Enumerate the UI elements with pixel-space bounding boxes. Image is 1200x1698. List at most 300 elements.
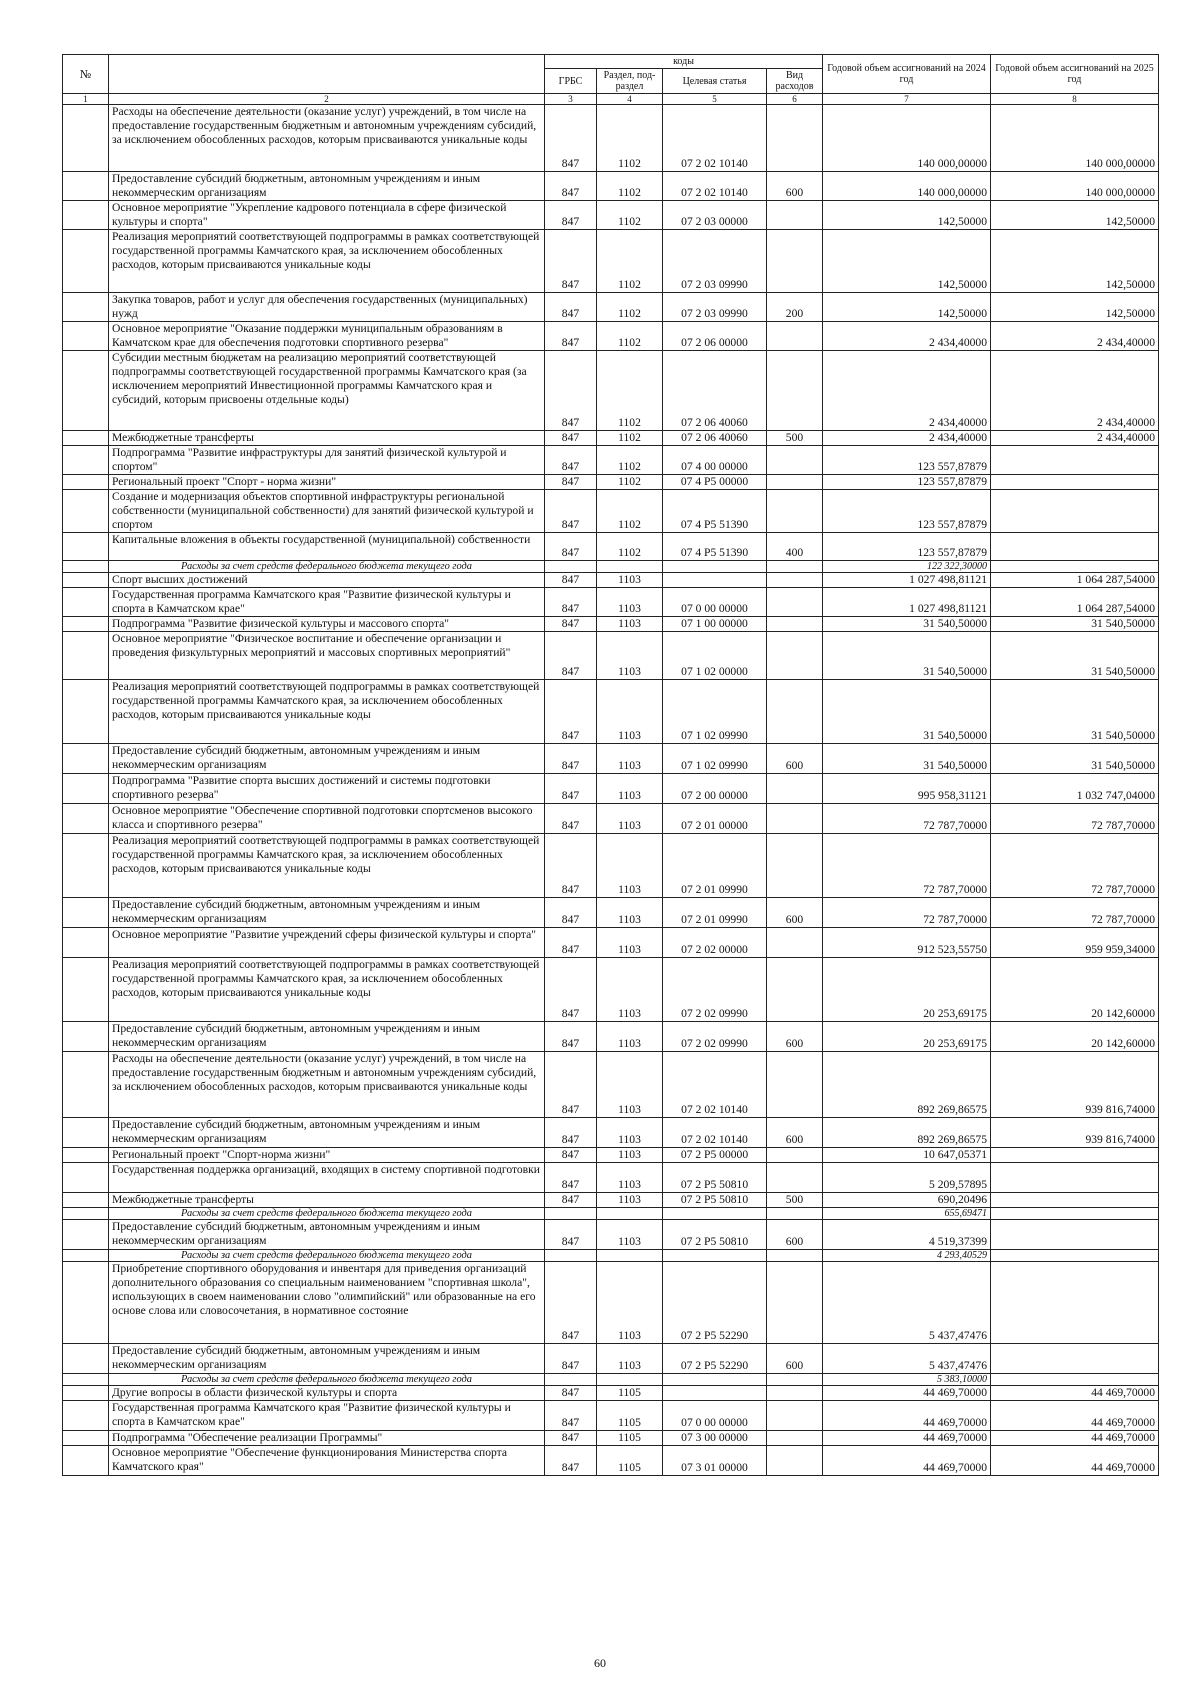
row-amount-2024: 5 437,47476 — [823, 1344, 991, 1374]
table-row — [63, 1022, 1159, 1052]
table-row — [63, 774, 1159, 804]
row-expense-type — [767, 1250, 823, 1262]
row-description: Основное мероприятие "Физическое воспитание и обеспечение организации и проведения физкультурных мероприятий и массовых спортивных мероприятий" — [109, 632, 545, 680]
table-row — [63, 322, 1159, 351]
colnum-5: 5 — [663, 94, 767, 105]
row-target-code: 07 2 02 10140 — [663, 1052, 767, 1118]
row-section: 1103 — [597, 588, 663, 617]
row-amount-2024: 31 540,50000 — [823, 617, 991, 632]
row-grbs: 847 — [545, 293, 597, 322]
row-amount-2024: 5 383,10000 — [823, 1374, 991, 1386]
row-expense-type: 500 — [767, 1193, 823, 1208]
row-description: Предоставление субсидий бюджетным, автономным учреждениям и иным некоммерческим организациям — [109, 898, 545, 928]
row-expense-type: 600 — [767, 1118, 823, 1148]
table-row — [63, 1193, 1159, 1208]
row-description: Другие вопросы в области физической культуры и спорта — [109, 1386, 545, 1401]
row-grbs: 847 — [545, 172, 597, 201]
row-number — [63, 475, 109, 490]
row-grbs: 847 — [545, 105, 597, 172]
row-grbs: 847 — [545, 1386, 597, 1401]
row-amount-2024: 20 253,69175 — [823, 958, 991, 1022]
row-amount-2024: 1 027 498,81121 — [823, 588, 991, 617]
row-target-code: 07 1 02 09990 — [663, 744, 767, 774]
row-section: 1103 — [597, 573, 663, 588]
colnum-2: 2 — [109, 94, 545, 105]
row-amount-2024: 31 540,50000 — [823, 632, 991, 680]
row-expense-type: 600 — [767, 1344, 823, 1374]
row-description: Межбюджетные трансферты — [109, 1193, 545, 1208]
row-amount-2025: 2 434,40000 — [991, 322, 1159, 351]
row-amount-2025: 20 142,60000 — [991, 1022, 1159, 1052]
row-number — [63, 632, 109, 680]
row-number — [63, 1208, 109, 1220]
row-amount-2025: 31 540,50000 — [991, 632, 1159, 680]
col-2025-header: Годовой объем ассигнований на 2025 год — [991, 55, 1159, 94]
row-amount-2025: 31 540,50000 — [991, 680, 1159, 744]
row-grbs: 847 — [545, 230, 597, 293]
row-expense-type — [767, 1401, 823, 1431]
row-grbs: 847 — [545, 573, 597, 588]
row-description: Подпрограмма "Обеспечение реализации Программы" — [109, 1431, 545, 1446]
codes-header: коды — [545, 55, 823, 69]
row-amount-2025: 44 469,70000 — [991, 1401, 1159, 1431]
row-description: Предоставление субсидий бюджетным, автономным учреждениям и иным некоммерческим организациям — [109, 744, 545, 774]
row-number — [63, 490, 109, 533]
row-grbs — [545, 561, 597, 573]
row-amount-2024: 142,50000 — [823, 293, 991, 322]
row-description: Основное мероприятие "Обеспечение спортивной подготовки спортсменов высокого класса и спортивного резерва" — [109, 804, 545, 834]
row-description: Субсидии местным бюджетам на реализацию мероприятий соответствующей подпрограммы соответствующей государственной программы Камчатского края (за исключением мероприятий Инвестиционной программы Камчатского края и субсидий, которым присвоены отдельные коды) — [109, 351, 545, 431]
row-amount-2024: 892 269,86575 — [823, 1052, 991, 1118]
row-section: 1103 — [597, 1022, 663, 1052]
row-grbs: 847 — [545, 1118, 597, 1148]
row-grbs: 847 — [545, 1193, 597, 1208]
row-section: 1102 — [597, 490, 663, 533]
row-amount-2025: 939 816,74000 — [991, 1118, 1159, 1148]
row-number — [63, 617, 109, 632]
row-section — [597, 1208, 663, 1220]
row-target-code: 07 2 01 09990 — [663, 898, 767, 928]
row-section: 1103 — [597, 774, 663, 804]
row-description: Региональный проект "Спорт-норма жизни" — [109, 1148, 545, 1163]
row-amount-2025 — [991, 561, 1159, 573]
row-number — [63, 1401, 109, 1431]
row-grbs: 847 — [545, 322, 597, 351]
row-number — [63, 431, 109, 446]
table-row — [63, 1431, 1159, 1446]
row-target-code: 07 2 06 40060 — [663, 351, 767, 431]
row-section: 1103 — [597, 1118, 663, 1148]
row-number — [63, 1344, 109, 1374]
row-expense-type: 600 — [767, 1022, 823, 1052]
colnum-6: 6 — [767, 94, 823, 105]
table-row — [63, 1401, 1159, 1431]
row-target-code — [663, 573, 767, 588]
row-target-code: 07 2 00 00000 — [663, 774, 767, 804]
row-grbs: 847 — [545, 1163, 597, 1193]
row-section: 1103 — [597, 680, 663, 744]
row-grbs: 847 — [545, 533, 597, 561]
row-description: Расходы за счет средств федерального бюджета текущего года — [109, 561, 545, 573]
row-expense-type — [767, 632, 823, 680]
row-target-code — [663, 1250, 767, 1262]
row-description: Реализация мероприятий соответствующей подпрограммы в рамках соответствующей государственной программы Камчатского края, за исключением обособленных расходов, которым присваиваются уникальные коды — [109, 680, 545, 744]
row-number — [63, 1022, 109, 1052]
row-amount-2024: 44 469,70000 — [823, 1431, 991, 1446]
row-expense-type: 400 — [767, 533, 823, 561]
colnum-8: 8 — [991, 94, 1159, 105]
row-grbs: 847 — [545, 1220, 597, 1250]
col-2024-header: Годовой объем ассигнований на 2024 год — [823, 55, 991, 94]
row-amount-2025: 31 540,50000 — [991, 744, 1159, 774]
row-description: Государственная поддержка организаций, входящих в систему спортивной подготовки — [109, 1163, 545, 1193]
row-description: Приобретение спортивного оборудования и инвентаря для приведения организаций дополнительного образования со специальным наименованием "спортивная школа", использующих в своем наименовании слово "олимпийский" или образованные на его основе слова или словосочетания, в нормативное состояние — [109, 1262, 545, 1344]
row-grbs: 847 — [545, 928, 597, 958]
row-target-code: 07 2 P5 52290 — [663, 1344, 767, 1374]
row-expense-type — [767, 1386, 823, 1401]
row-grbs: 847 — [545, 1052, 597, 1118]
row-number — [63, 834, 109, 898]
row-number — [63, 446, 109, 475]
table-row — [63, 573, 1159, 588]
row-target-code: 07 1 00 00000 — [663, 617, 767, 632]
row-grbs: 847 — [545, 490, 597, 533]
row-expense-type — [767, 1148, 823, 1163]
row-target-code: 07 0 00 00000 — [663, 588, 767, 617]
row-amount-2025: 1 064 287,54000 — [991, 573, 1159, 588]
row-expense-type — [767, 1052, 823, 1118]
row-number — [63, 1374, 109, 1386]
row-amount-2025: 2 434,40000 — [991, 431, 1159, 446]
row-section: 1103 — [597, 928, 663, 958]
row-section: 1103 — [597, 632, 663, 680]
row-section: 1103 — [597, 617, 663, 632]
row-description: Реализация мероприятий соответствующей подпрограммы в рамках соответствующей государственной программы Камчатского края, за исключением обособленных расходов, которым присваиваются уникальные коды — [109, 230, 545, 293]
row-description: Предоставление субсидий бюджетным, автономным учреждениям и иным некоммерческим организациям — [109, 1118, 545, 1148]
row-section: 1103 — [597, 1148, 663, 1163]
row-target-code: 07 1 02 09990 — [663, 680, 767, 744]
row-amount-2025 — [991, 1163, 1159, 1193]
row-amount-2024: 123 557,87879 — [823, 490, 991, 533]
row-section: 1103 — [597, 1262, 663, 1344]
row-amount-2024: 142,50000 — [823, 201, 991, 230]
row-description: Предоставление субсидий бюджетным, автономным учреждениям и иным некоммерческим организациям — [109, 172, 545, 201]
row-description: Основное мероприятие "Обеспечение функционирования Министерства спорта Камчатского края" — [109, 1446, 545, 1476]
row-section: 1103 — [597, 1163, 663, 1193]
row-expense-type — [767, 230, 823, 293]
row-amount-2024: 123 557,87879 — [823, 446, 991, 475]
page-number: 60 — [594, 1656, 606, 1670]
row-description: Расходы за счет средств федерального бюджета текущего года — [109, 1374, 545, 1386]
row-expense-type: 600 — [767, 898, 823, 928]
row-expense-type: 600 — [767, 1220, 823, 1250]
row-amount-2025 — [991, 1208, 1159, 1220]
federal-funds-row — [63, 561, 1159, 573]
row-description: Расходы за счет средств федерального бюджета текущего года — [109, 1250, 545, 1262]
row-grbs: 847 — [545, 834, 597, 898]
row-amount-2024: 655,69471 — [823, 1208, 991, 1220]
row-amount-2024: 31 540,50000 — [823, 744, 991, 774]
row-description: Спорт высших достижений — [109, 573, 545, 588]
row-amount-2025 — [991, 1193, 1159, 1208]
row-number — [63, 1386, 109, 1401]
row-amount-2025: 44 469,70000 — [991, 1446, 1159, 1476]
table-row — [63, 475, 1159, 490]
row-expense-type — [767, 680, 823, 744]
row-amount-2024: 912 523,55750 — [823, 928, 991, 958]
row-expense-type — [767, 958, 823, 1022]
row-description: Основное мероприятие "Укрепление кадрового потенциала в сфере физической культуры и спорта" — [109, 201, 545, 230]
row-amount-2025: 939 816,74000 — [991, 1052, 1159, 1118]
table-row — [63, 490, 1159, 533]
row-section: 1103 — [597, 898, 663, 928]
row-description: Государственная программа Камчатского края "Развитие физической культуры и спорта в Камчатском крае" — [109, 1401, 545, 1431]
row-target-code: 07 2 01 09990 — [663, 834, 767, 898]
row-grbs: 847 — [545, 1022, 597, 1052]
table-body — [63, 105, 1159, 1476]
row-expense-type: 200 — [767, 293, 823, 322]
row-number — [63, 561, 109, 573]
row-target-code: 07 2 P5 52290 — [663, 1262, 767, 1344]
table-row — [63, 680, 1159, 744]
row-expense-type — [767, 1208, 823, 1220]
row-number — [63, 1431, 109, 1446]
table-row — [63, 105, 1159, 172]
row-expense-type — [767, 1163, 823, 1193]
row-grbs: 847 — [545, 351, 597, 431]
budget-table-sheet — [62, 54, 1158, 1476]
row-amount-2025: 142,50000 — [991, 201, 1159, 230]
row-number — [63, 1118, 109, 1148]
row-expense-type: 600 — [767, 172, 823, 201]
row-section: 1105 — [597, 1386, 663, 1401]
row-section: 1102 — [597, 446, 663, 475]
row-grbs: 847 — [545, 632, 597, 680]
row-expense-type — [767, 351, 823, 431]
row-expense-type — [767, 928, 823, 958]
row-expense-type — [767, 446, 823, 475]
row-amount-2025: 44 469,70000 — [991, 1386, 1159, 1401]
row-target-code: 07 2 02 10140 — [663, 1118, 767, 1148]
table-row — [63, 1163, 1159, 1193]
row-description: Расходы на обеспечение деятельности (оказание услуг) учреждений, в том числе на предоставление государственным бюджетным и автономным учреждениям субсидий, за исключением обособленных расходов, которым присваиваются уникальные коды — [109, 105, 545, 172]
row-target-code: 07 2 02 10140 — [663, 172, 767, 201]
row-target-code: 07 2 03 00000 — [663, 201, 767, 230]
row-amount-2024: 122 322,30000 — [823, 561, 991, 573]
table-row — [63, 1386, 1159, 1401]
col-description-header — [109, 55, 545, 94]
row-expense-type — [767, 1446, 823, 1476]
federal-funds-row — [63, 1208, 1159, 1220]
row-number — [63, 201, 109, 230]
row-section — [597, 1250, 663, 1262]
row-number — [63, 588, 109, 617]
row-amount-2024: 20 253,69175 — [823, 1022, 991, 1052]
federal-funds-row — [63, 1250, 1159, 1262]
table-row — [63, 172, 1159, 201]
row-target-code: 07 2 P5 50810 — [663, 1163, 767, 1193]
colnum-1: 1 — [63, 94, 109, 105]
row-target-code — [663, 1386, 767, 1401]
row-section: 1102 — [597, 201, 663, 230]
row-target-code: 07 2 03 09990 — [663, 293, 767, 322]
row-description: Предоставление субсидий бюджетным, автономным учреждениям и иным некоммерческим организациям — [109, 1220, 545, 1250]
table-row — [63, 293, 1159, 322]
row-amount-2024: 10 647,05371 — [823, 1148, 991, 1163]
row-target-code: 07 4 P5 51390 — [663, 533, 767, 561]
row-amount-2025: 20 142,60000 — [991, 958, 1159, 1022]
row-grbs: 847 — [545, 680, 597, 744]
table-row — [63, 804, 1159, 834]
row-number — [63, 680, 109, 744]
row-grbs: 847 — [545, 898, 597, 928]
row-amount-2025: 72 787,70000 — [991, 834, 1159, 898]
row-amount-2024: 140 000,00000 — [823, 172, 991, 201]
row-amount-2025 — [991, 1220, 1159, 1250]
row-description: Государственная программа Камчатского края "Развитие физической культуры и спорта в Камчатском крае" — [109, 588, 545, 617]
row-grbs: 847 — [545, 201, 597, 230]
row-amount-2024: 31 540,50000 — [823, 680, 991, 744]
row-section: 1102 — [597, 293, 663, 322]
row-grbs: 847 — [545, 1401, 597, 1431]
table-row — [63, 230, 1159, 293]
row-target-code: 07 1 02 00000 — [663, 632, 767, 680]
colnum-4: 4 — [597, 94, 663, 105]
row-section: 1102 — [597, 105, 663, 172]
col-section-header: Раздел, под-раздел — [597, 69, 663, 94]
row-expense-type — [767, 475, 823, 490]
row-amount-2024: 72 787,70000 — [823, 804, 991, 834]
row-amount-2025: 44 469,70000 — [991, 1431, 1159, 1446]
row-grbs — [545, 1250, 597, 1262]
row-amount-2024: 5 209,57895 — [823, 1163, 991, 1193]
row-target-code: 07 4 00 00000 — [663, 446, 767, 475]
row-amount-2025: 1 032 747,04000 — [991, 774, 1159, 804]
row-description: Подпрограмма "Развитие инфраструктуры для занятий физической культурой и спортом" — [109, 446, 545, 475]
row-amount-2024: 690,20496 — [823, 1193, 991, 1208]
row-number — [63, 230, 109, 293]
row-description: Основное мероприятие "Развитие учреждений сферы физической культуры и спорта" — [109, 928, 545, 958]
row-amount-2025: 959 959,34000 — [991, 928, 1159, 958]
row-target-code: 07 2 P5 00000 — [663, 1148, 767, 1163]
row-grbs: 847 — [545, 774, 597, 804]
row-grbs: 847 — [545, 475, 597, 490]
row-section — [597, 561, 663, 573]
row-amount-2024: 4 293,40529 — [823, 1250, 991, 1262]
row-amount-2025: 31 540,50000 — [991, 617, 1159, 632]
table-row — [63, 351, 1159, 431]
row-amount-2025 — [991, 1148, 1159, 1163]
row-amount-2024: 2 434,40000 — [823, 351, 991, 431]
row-amount-2025: 72 787,70000 — [991, 898, 1159, 928]
row-number — [63, 573, 109, 588]
row-amount-2024: 2 434,40000 — [823, 431, 991, 446]
row-grbs: 847 — [545, 1148, 597, 1163]
row-section: 1105 — [597, 1401, 663, 1431]
row-number — [63, 958, 109, 1022]
colnum-7: 7 — [823, 94, 991, 105]
row-section: 1102 — [597, 475, 663, 490]
row-expense-type: 600 — [767, 744, 823, 774]
row-number — [63, 898, 109, 928]
row-section: 1102 — [597, 230, 663, 293]
row-target-code: 07 0 00 00000 — [663, 1401, 767, 1431]
row-number — [63, 1446, 109, 1476]
row-description: Расходы на обеспечение деятельности (оказание услуг) учреждений, в том числе на предоставление государственным бюджетным и автономным учреждениям субсидий, за исключением обособленных расходов, которым присваиваются уникальные коды — [109, 1052, 545, 1118]
row-amount-2024: 140 000,00000 — [823, 105, 991, 172]
table-row — [63, 632, 1159, 680]
row-section: 1105 — [597, 1446, 663, 1476]
row-section: 1103 — [597, 1220, 663, 1250]
row-amount-2024: 5 437,47476 — [823, 1262, 991, 1344]
row-number — [63, 351, 109, 431]
row-section: 1103 — [597, 958, 663, 1022]
row-number — [63, 1193, 109, 1208]
table-row — [63, 1262, 1159, 1344]
row-amount-2025 — [991, 1262, 1159, 1344]
table-row — [63, 1220, 1159, 1250]
table-row — [63, 958, 1159, 1022]
row-amount-2025: 72 787,70000 — [991, 804, 1159, 834]
row-amount-2025 — [991, 533, 1159, 561]
table-row — [63, 201, 1159, 230]
row-section: 1103 — [597, 744, 663, 774]
table-row — [63, 1148, 1159, 1163]
row-target-code — [663, 561, 767, 573]
table-row — [63, 446, 1159, 475]
row-grbs: 847 — [545, 588, 597, 617]
row-grbs: 847 — [545, 1446, 597, 1476]
col-exptype-header: Вид расходов — [767, 69, 823, 94]
row-section: 1103 — [597, 804, 663, 834]
row-amount-2025 — [991, 475, 1159, 490]
row-grbs — [545, 1374, 597, 1386]
row-amount-2024: 72 787,70000 — [823, 898, 991, 928]
row-description: Межбюджетные трансферты — [109, 431, 545, 446]
row-description: Закупка товаров, работ и услуг для обеспечения государственных (муниципальных) нужд — [109, 293, 545, 322]
row-description: Предоставление субсидий бюджетным, автономным учреждениям и иным некоммерческим организациям — [109, 1344, 545, 1374]
row-section: 1102 — [597, 322, 663, 351]
row-amount-2025: 2 434,40000 — [991, 351, 1159, 431]
table-row — [63, 533, 1159, 561]
row-grbs: 847 — [545, 744, 597, 774]
row-amount-2025 — [991, 1374, 1159, 1386]
row-expense-type — [767, 774, 823, 804]
row-amount-2024: 123 557,87879 — [823, 533, 991, 561]
row-amount-2025: 1 064 287,54000 — [991, 588, 1159, 617]
col-num-header: № — [63, 55, 109, 94]
row-expense-type: 500 — [767, 431, 823, 446]
table-row — [63, 1446, 1159, 1476]
table-row — [63, 898, 1159, 928]
row-description: Реализация мероприятий соответствующей подпрограммы в рамках соответствующей государственной программы Камчатского края, за исключением обособленных расходов, которым присваиваются уникальные коды — [109, 834, 545, 898]
row-section — [597, 1374, 663, 1386]
row-target-code: 07 2 01 00000 — [663, 804, 767, 834]
federal-funds-row — [63, 1374, 1159, 1386]
row-target-code: 07 4 P5 51390 — [663, 490, 767, 533]
table-row — [63, 1052, 1159, 1118]
table-row — [63, 744, 1159, 774]
row-expense-type — [767, 834, 823, 898]
table-row — [63, 617, 1159, 632]
row-amount-2025: 142,50000 — [991, 293, 1159, 322]
row-expense-type — [767, 573, 823, 588]
table-row — [63, 928, 1159, 958]
row-target-code: 07 2 02 00000 — [663, 928, 767, 958]
row-amount-2024: 44 469,70000 — [823, 1446, 991, 1476]
row-section: 1103 — [597, 1052, 663, 1118]
row-grbs: 847 — [545, 804, 597, 834]
